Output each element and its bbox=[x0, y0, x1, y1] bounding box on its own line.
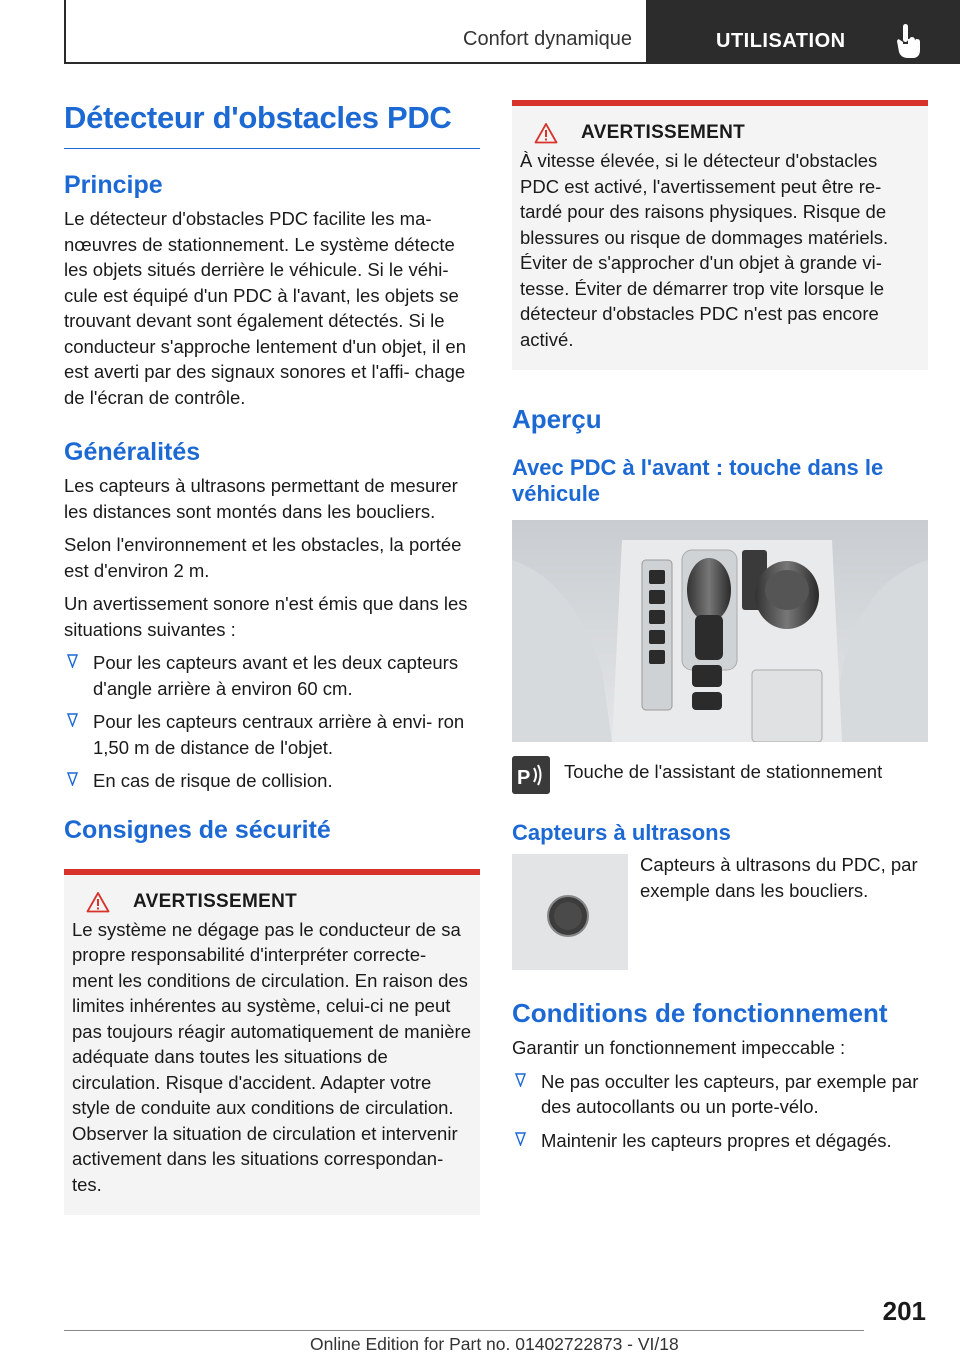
warning-box bbox=[512, 100, 928, 370]
list-item-text: Pour les capteurs avant et les deux capteurs d'angle arrière à environ 60 cm. bbox=[93, 652, 459, 699]
warning-triangle-icon bbox=[86, 891, 110, 913]
list-item-text: Ne pas occulter les capteurs, par exemple par des autocollants ou un porte-vélo. bbox=[541, 1070, 919, 1118]
heading-avec-pdc: Avec PDC à l'avant : touche dans le véhicule bbox=[512, 455, 884, 507]
triangle-bullet-icon bbox=[515, 1132, 526, 1146]
warning-text: Le système ne dégage pas le conducteur de sa propre responsabilité d'interpréter correcte‐ ment les conditions de circulation. En raison des limites inhérentes au système, celui-ci ne peut pas toujours réagir automatiquement de manière adéquate dans toutes les situations de circulation. Risque d'accident. Adapter votre style de conduite aux conditions de circulation. Observer la situation de circulation et intervenir activement dans les situations correspondan‐ tes. bbox=[72, 918, 472, 1195]
generalites-paragraph-1: Les capteurs à ultrasons permettant de mesurer les distances sont montés dans les boucliers. bbox=[64, 475, 458, 522]
warning-title: AVERTISSEMENT bbox=[133, 890, 298, 912]
conditions-list bbox=[512, 1069, 928, 1154]
section-title: UTILISATION bbox=[716, 30, 846, 52]
warning-title: AVERTISSEMENT bbox=[581, 122, 746, 143]
heading-generalites: Généralités bbox=[64, 438, 201, 466]
header-section-tab bbox=[648, 0, 960, 64]
list-item-text: Maintenir les capteurs propres et dégagés. bbox=[541, 1129, 892, 1151]
list-item bbox=[64, 709, 480, 760]
footer-edition: Online Edition for Part no. 01402722873 - VI/18 bbox=[310, 1334, 679, 1354]
warning-box bbox=[64, 869, 480, 1216]
header-chapter-box bbox=[64, 0, 648, 64]
list-item bbox=[64, 768, 480, 794]
park-assist-button-icon bbox=[512, 756, 550, 794]
right-column bbox=[512, 100, 928, 1161]
left-column bbox=[64, 100, 480, 1215]
triangle-bullet-icon bbox=[515, 1073, 526, 1087]
triangle-bullet-icon bbox=[67, 713, 78, 727]
list-item bbox=[512, 1069, 928, 1120]
center-console-photo bbox=[512, 520, 928, 742]
heading-securite: Consignes de sécurité bbox=[64, 815, 331, 844]
list-item-text: En cas de risque de collision. bbox=[93, 770, 333, 791]
generalites-paragraph-2: Selon l'environnement et les obstacles, la portée est d'environ 2 m. bbox=[64, 534, 462, 581]
list-item-text: Pour les capteurs centraux arrière à envi‐ ron 1,50 m de distance de l'objet. bbox=[93, 711, 465, 758]
heading-apercu: Aperçu bbox=[512, 404, 602, 434]
touche-caption-row bbox=[512, 762, 928, 794]
heading-capteurs: Capteurs à ultrasons bbox=[512, 819, 731, 845]
svg-text:P: P bbox=[517, 766, 531, 789]
situations-list bbox=[64, 650, 480, 794]
heading-conditions: Conditions de fonctionnement bbox=[512, 998, 888, 1029]
page-number: 201 bbox=[882, 1296, 926, 1326]
page-title: Détecteur d'obstacles PDC bbox=[64, 100, 480, 149]
list-item bbox=[64, 650, 480, 701]
principe-text: Le détecteur d'obstacles PDC facilite les ma‐ nœuvres de stationnement. Le système détecte les objets situés derrière le véhicule. Si le véhi‐ cule est équipé d'un PDC à l'avant, les objets se trouvant devant sont également détectés. Si le conducteur s'approche lentement d'un objet, il en est averti par des signaux sonores et l'affi‐ chage de l'écran de contrôle. bbox=[64, 208, 466, 408]
footer-divider bbox=[64, 1330, 864, 1331]
list-item bbox=[512, 1128, 928, 1154]
warning-triangle-icon bbox=[534, 122, 558, 144]
warning-text: À vitesse élevée, si le détecteur d'obstacles PDC est activé, l'avertissement peut être re‐ tardé pour des raisons physiques. Risque de blessures ou risque de dommages matériels. Éviter de s'approcher d'un objet à grande vi‐ tesse. Éviter de démarrer trop vite lorsque le détecteur d'obstacles PDC n'est pas encore activé. bbox=[520, 150, 889, 350]
triangle-bullet-icon bbox=[67, 654, 78, 668]
heading-principe: Principe bbox=[64, 171, 163, 199]
capteurs-row bbox=[512, 852, 928, 970]
conditions-text: Garantir un fonctionnement impeccable : bbox=[512, 1037, 846, 1059]
chapter-title: Confort dynamique bbox=[463, 28, 632, 50]
capteurs-text: Capteurs à ultrasons du PDC, par exemple dans les boucliers. bbox=[640, 854, 918, 901]
triangle-bullet-icon bbox=[67, 772, 78, 786]
touche-caption: Touche de l'assistant de stationnement bbox=[564, 760, 883, 782]
generalites-paragraph-3: Un avertissement sonore n'est émis que dans les situations suivantes : bbox=[64, 593, 468, 640]
ultrasonic-sensor-image bbox=[512, 854, 628, 970]
pointing-hand-icon bbox=[894, 24, 922, 58]
